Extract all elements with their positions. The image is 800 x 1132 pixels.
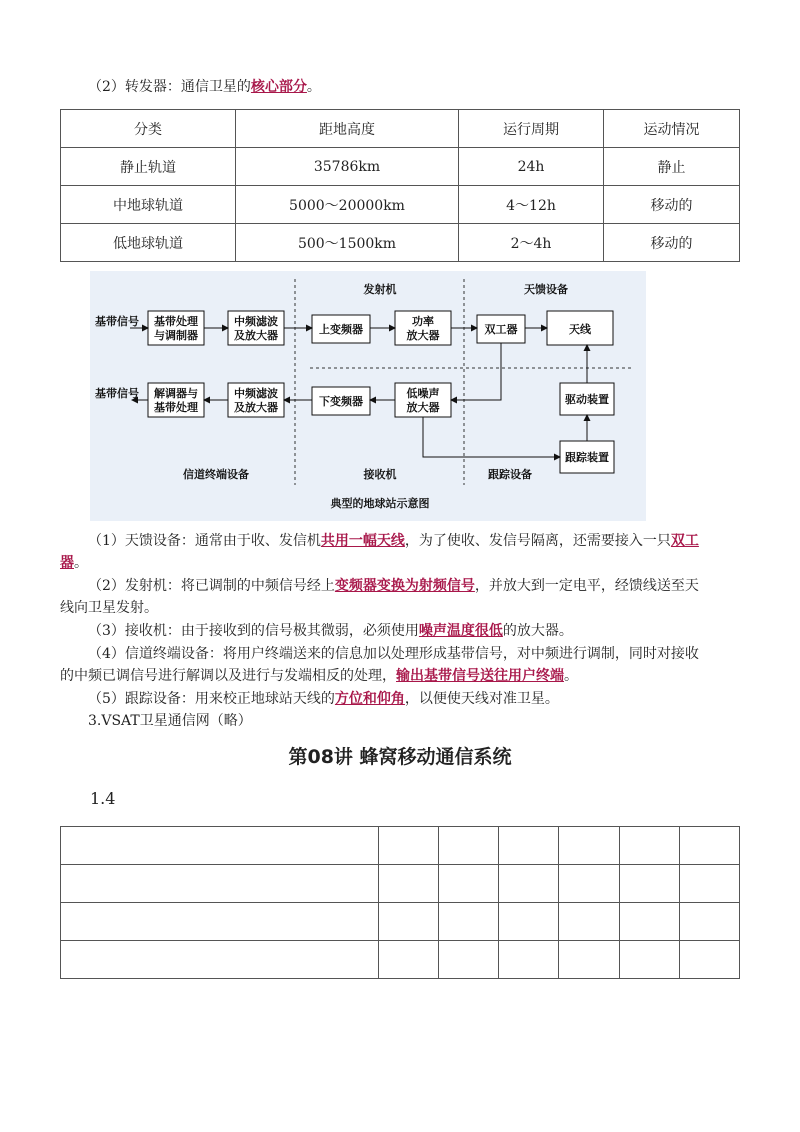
intro-line [88,76,321,98]
table-cell [379,827,439,865]
label-baseband-out: 基带信号 [95,387,139,400]
table-row [61,148,740,186]
b4a: 功率 [412,315,434,328]
table-cell: 500～1500km [236,224,459,262]
item-keyword: 噪声温度很低 [418,623,503,639]
table-row [61,224,740,262]
table-cell [499,827,559,865]
item-text: ，为了使收、发信号隔离，还需要接入一只 [404,533,671,549]
table-cell: 4～12h [459,186,604,224]
table-cell [619,903,679,941]
table-cell [439,827,499,865]
table-cell [619,941,679,979]
header-cell: 距地高度 [236,110,459,148]
item-text: 。 [564,668,578,684]
b9: 下变频器 [319,395,363,408]
lecture-title: 第08讲 蜂窝移动通信系统 [288,746,512,768]
intro-suffix: 。 [306,79,321,95]
item-keyword: 方位和仰角 [334,691,405,707]
intro-prefix: （2）转发器：通信卫星的 [88,79,251,95]
table-cell [499,941,559,979]
item-4-line2 [60,665,578,687]
b7b: 基带处理 [154,401,198,414]
table-cell: 移动的 [604,224,740,262]
diagram-caption: 典型的地球站示意图 [330,497,430,510]
earth-station-diagram [90,271,646,521]
table-cell [679,827,739,865]
item-1-line2 [60,552,88,574]
b10a: 低噪声 [406,387,440,400]
b10b: 放大器 [406,401,440,414]
section-receiver: 接收机 [363,468,397,481]
table-cell [679,865,739,903]
table-cell [559,865,619,903]
section-tracking: 跟踪设备 [488,468,532,481]
table-cell: 24h [459,148,604,186]
table-row [61,865,740,903]
section-transmitter: 发射机 [363,283,397,296]
item-text: 的放大器。 [502,623,573,639]
table-cell [679,903,739,941]
table-cell [679,941,739,979]
item-5 [88,688,559,710]
table-row [61,186,740,224]
table-cell [379,941,439,979]
table-cell [439,903,499,941]
item-keyword: 双工 [670,533,699,549]
blank-table [60,826,740,979]
item-text: 。 [74,555,88,571]
intro-keyword: 核心部分 [250,79,307,95]
item-6: 3.VSAT卫星通信网（略） [88,713,252,729]
b8b: 及放大器 [234,401,278,414]
item-text: ，以便使天线对准卫星。 [404,691,559,707]
item-keyword: 变频器变换为射频信号 [334,578,475,594]
table-cell: 移动的 [604,186,740,224]
b2a: 中频滤波 [234,315,278,328]
item-text: 的中频已调信号进行解调以及进行与发端相反的处理， [60,668,396,684]
item-text: （2）发射机：将已调制的中频信号经上 [88,578,335,594]
header-cell: 分类 [61,110,236,148]
item-3 [88,620,573,642]
table-cell [61,903,379,941]
table-cell [619,865,679,903]
b11: 驱动装置 [565,393,609,406]
item-4-line1: （4）信道终端设备：将用户终端送来的信息加以处理形成基带信号，对中频进行调制，同时对接收 [88,646,699,662]
section-terminal: 信道终端设备 [183,468,249,481]
table-cell: 低地球轨道 [61,224,236,262]
item-1-line1 [88,530,699,552]
section-antenna-feed: 天馈设备 [524,283,568,296]
table-row [61,827,740,865]
item-keyword: 共用一幅天线 [320,533,405,549]
table-header-row [61,110,740,148]
b4b: 放大器 [406,329,440,342]
header-cell: 运行周期 [459,110,604,148]
table-cell: 5000～20000km [236,186,459,224]
table-cell [559,903,619,941]
item-keyword: 输出基带信号送往用户终端 [396,668,564,684]
table-cell: 中地球轨道 [61,186,236,224]
item-text: （5）跟踪设备：用来校正地球站天线的 [88,691,335,707]
table-cell: 静止轨道 [61,148,236,186]
b1a: 基带处理 [154,315,198,328]
table-cell: 2～4h [459,224,604,262]
item-2-line2: 线向卫星发射。 [60,600,158,616]
table-cell [439,941,499,979]
table-cell [559,941,619,979]
table-cell [61,827,379,865]
b6: 天线 [569,323,591,336]
table-cell [379,903,439,941]
table-cell [379,865,439,903]
table-cell [61,941,379,979]
orbit-table [60,109,740,262]
item-keyword: 器 [60,555,74,571]
table-cell [559,827,619,865]
table-cell: 35786km [236,148,459,186]
table-cell [499,903,559,941]
b8a: 中频滤波 [234,387,278,400]
item-text: ，并放大到一定电平，经馈线送至天 [474,578,699,594]
table-cell [439,865,499,903]
item-text: （1）天馈设备：通常由于收、发信机 [88,533,321,549]
b7a: 解调器与 [154,387,198,400]
table-cell [499,865,559,903]
b12: 跟踪装置 [565,451,609,464]
b5: 双工器 [484,323,518,336]
table-cell [61,865,379,903]
section-number: 1.4 [90,789,116,808]
header-cell: 运动情况 [604,110,740,148]
b1b: 与调制器 [154,329,198,342]
table-cell [619,827,679,865]
b3: 上变频器 [319,323,363,336]
item-text: （3）接收机：由于接收到的信号极其微弱，必须使用 [88,623,419,639]
label-baseband-in: 基带信号 [95,315,139,328]
b2b: 及放大器 [234,329,278,342]
table-cell: 静止 [604,148,740,186]
table-row [61,941,740,979]
item-2-line1 [88,575,699,597]
table-row [61,903,740,941]
